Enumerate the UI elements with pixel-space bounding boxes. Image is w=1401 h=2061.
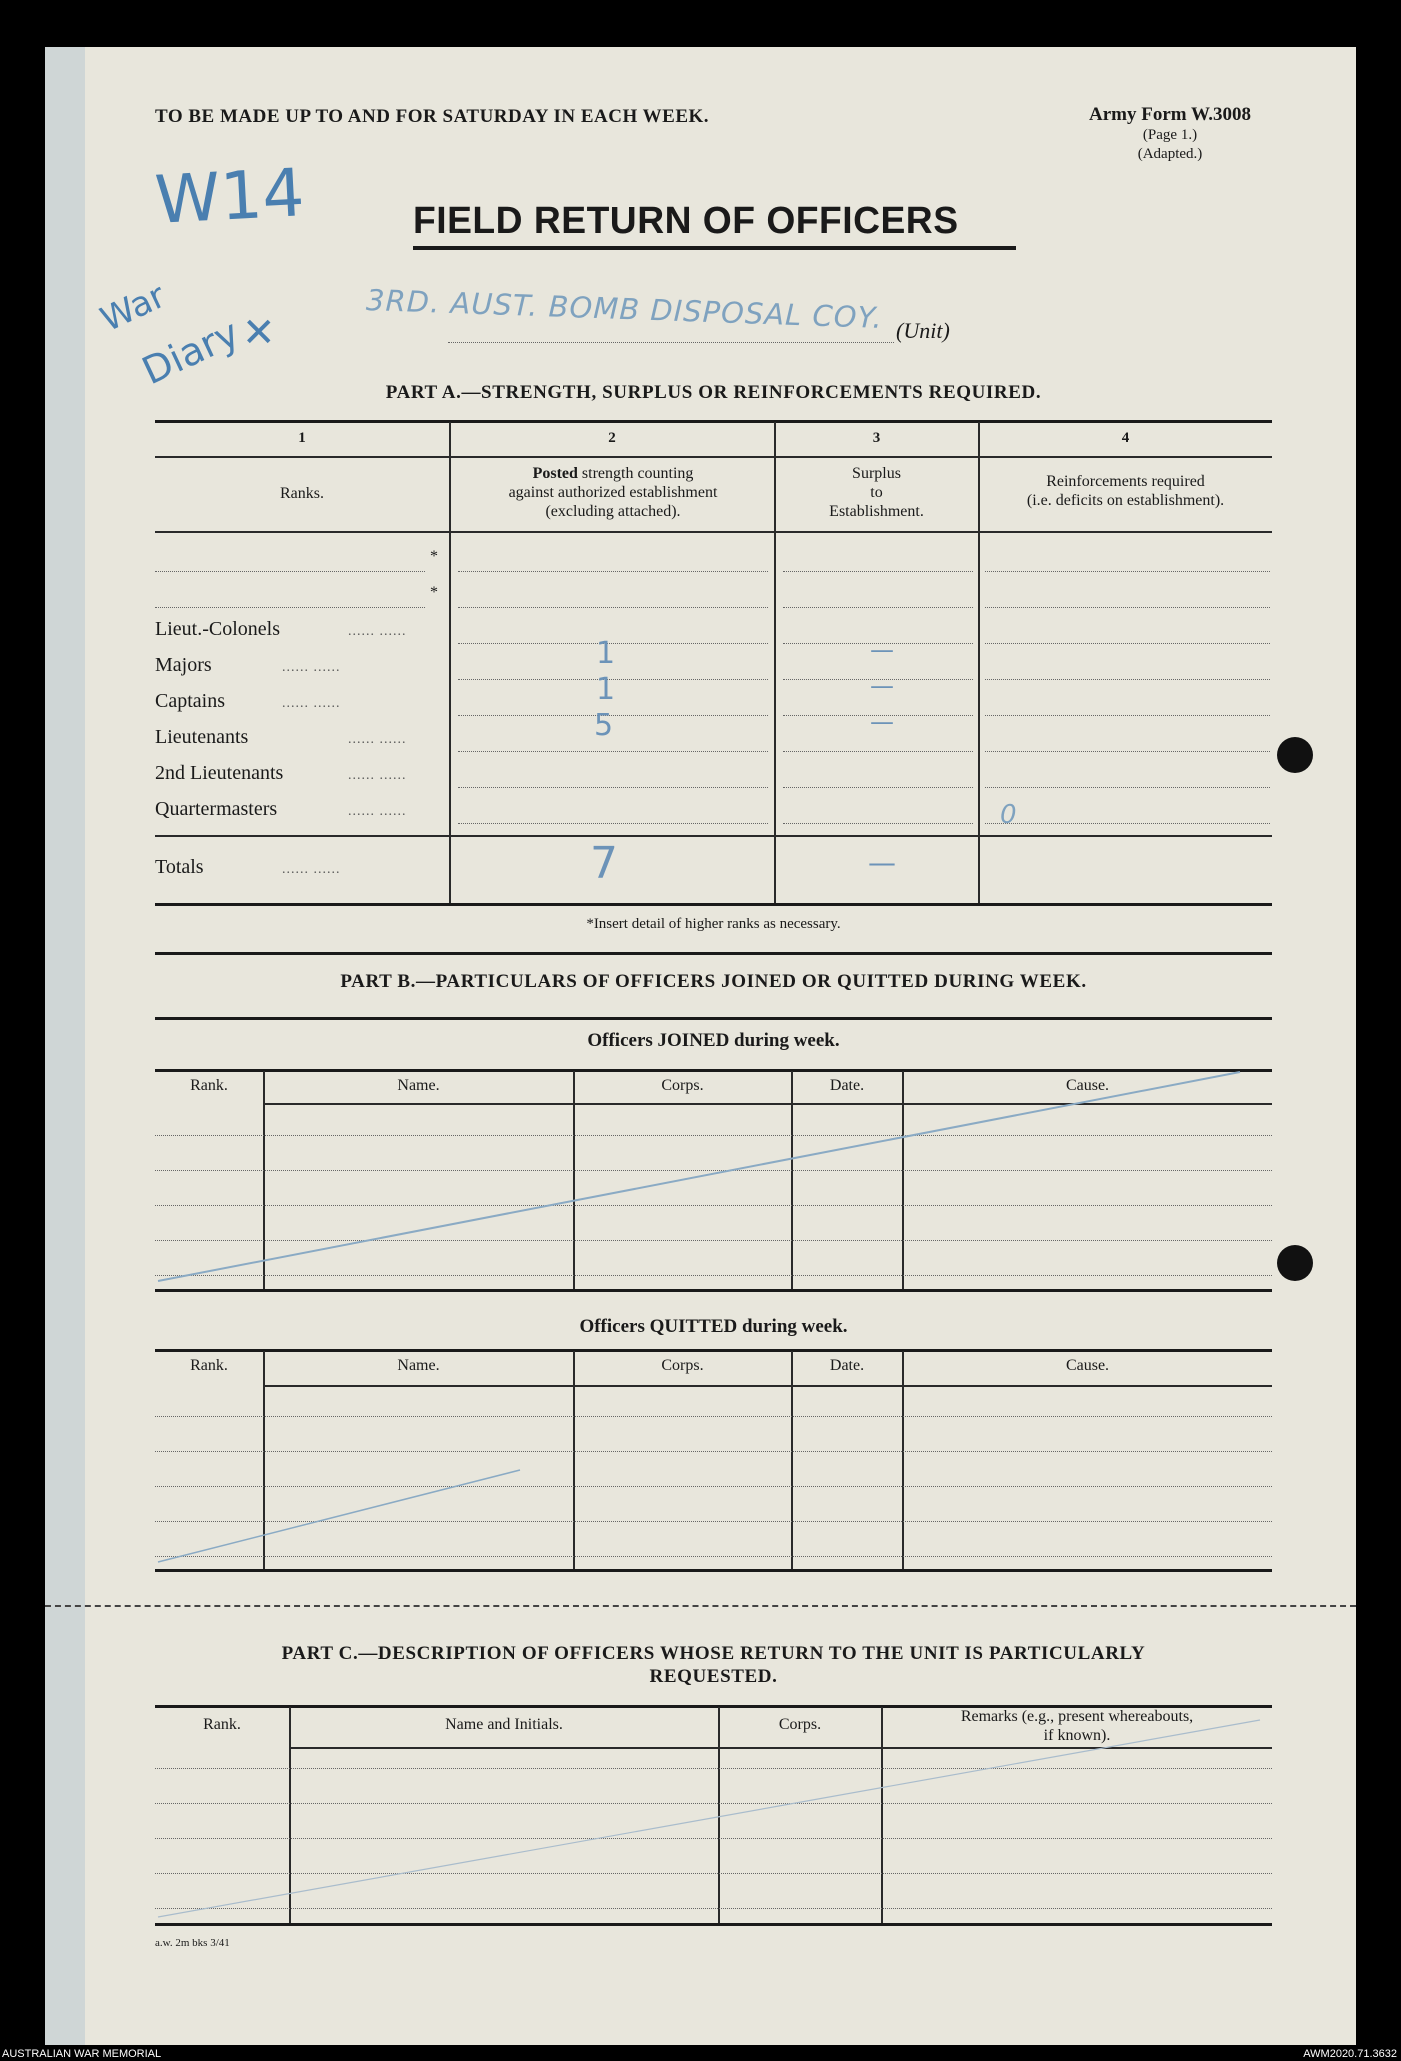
joined-col-cause: Cause. (1065, 1077, 1110, 1094)
joined-strike-line (158, 1072, 1240, 1281)
part-c-col-name: Name and Initials. (445, 1716, 563, 1733)
rank-label: Captains (155, 690, 225, 712)
surplus-lieutenants-value: — (870, 708, 894, 736)
higher-rank-asterisk: * (430, 584, 438, 601)
handwritten-unit-name: 3RD. AUST. BOMB DISPOSAL COY. (365, 282, 884, 336)
posted-lieutenants-value: 5 (594, 708, 614, 743)
col-number-1: 1 (298, 430, 306, 446)
total-surplus-value: — (868, 846, 896, 879)
surplus-majors-value: — (870, 636, 894, 664)
part-a-footnote: *Insert detail of higher ranks as necessary. (586, 916, 841, 932)
rank-label: Quartermasters (155, 798, 278, 820)
joined-col-name: Name. (397, 1077, 440, 1094)
reinforcement-mark: 0 (1000, 800, 1017, 830)
part-c-col-corps: Corps. (778, 1716, 822, 1733)
surplus-captains-value: — (870, 672, 894, 700)
quitted-strike-line (158, 1470, 520, 1562)
col-header-posted-line2: against authorized establishment (508, 484, 718, 501)
handwritten-file-code: W14 (153, 154, 307, 239)
posted-majors-value: 1 (596, 636, 616, 671)
punch-hole (1277, 1245, 1313, 1281)
part-b-title: PART B.—PARTICULARS OF OFFICERS JOINED OR QUITTED DURING WEEK. (340, 971, 1087, 992)
rank-leaders: ...... ...... (282, 660, 341, 675)
rank-label: Lieut.-Colonels (155, 618, 280, 640)
part-c-strike-line (158, 1720, 1260, 1917)
part-c-remarks-line1: Remarks (e.g., present whereabouts, (960, 1708, 1194, 1725)
rank-leaders: ...... ...... (348, 624, 407, 639)
rank-label: 2nd Lieutenants (155, 762, 284, 784)
col-header-posted-bold: Posted (532, 465, 578, 482)
quitted-col-corps: Corps. (661, 1357, 704, 1374)
rank-label: Lieutenants (155, 726, 249, 748)
punch-hole (1277, 737, 1313, 773)
quitted-col-cause: Cause. (1065, 1357, 1110, 1374)
totals-label: Totals (155, 856, 204, 878)
rank-leaders: ...... ...... (348, 804, 407, 819)
page-title: FIELD RETURN OF OFFICERS (413, 200, 959, 242)
col-header-posted-line3: (excluding attached). (545, 503, 681, 520)
part-c-title-line2: REQUESTED. (649, 1666, 778, 1687)
quitted-col-name: Name. (397, 1357, 440, 1374)
col-number-2: 2 (608, 430, 616, 446)
posted-captains-value: 1 (596, 672, 616, 707)
part-c-title-line1: PART C.—DESCRIPTION OF OFFICERS WHOSE RETURN TO THE UNIT IS PARTICULARLY (281, 1643, 1146, 1664)
rank-leaders: ...... ...... (348, 768, 407, 783)
col-header-surplus-line2: to (870, 484, 883, 501)
footer-accession: AWM2020.71.3632 (1303, 2048, 1397, 2060)
instruction-text: TO BE MADE UP TO AND FOR SATURDAY IN EACH WEEK. (155, 106, 710, 127)
footer-source: AUSTRALIAN WAR MEMORIAL (2, 2048, 162, 2060)
joined-title: Officers JOINED during week. (587, 1030, 840, 1051)
col-number-3: 3 (872, 430, 881, 446)
totals-leaders: ...... ...... (282, 862, 341, 877)
col-header-ranks: Ranks. (280, 485, 324, 502)
joined-col-corps: Corps. (661, 1077, 704, 1094)
part-c-remarks-line2: if known). (1043, 1727, 1111, 1744)
joined-col-date: Date. (829, 1077, 865, 1094)
col-header-posted-rest: strength counting (581, 465, 694, 482)
col-number-4: 4 (1121, 430, 1130, 446)
quitted-col-rank: Rank. (190, 1357, 228, 1374)
handwritten-annotation-2: Diary (135, 310, 246, 394)
quitted-col-date: Date. (829, 1357, 865, 1374)
col-header-surplus-line1: Surplus (852, 465, 901, 482)
col-header-reinforcements-line1: Reinforcements required (1046, 473, 1205, 490)
rank-label: Majors (155, 654, 212, 676)
col-header-reinforcements-line2: (i.e. deficits on establishment). (1026, 492, 1225, 509)
higher-rank-asterisk: * (430, 548, 438, 565)
print-code: a.w. 2m bks 3/41 (155, 1937, 230, 1949)
part-c-col-rank: Rank. (203, 1716, 241, 1733)
part-a-title: PART A.—STRENGTH, SURPLUS OR REINFORCEMENTS REQUIRED. (385, 382, 1042, 403)
form-number: Army Form W.3008 (1088, 104, 1251, 125)
form-page: (Page 1.) (1142, 127, 1198, 143)
form-adapted: (Adapted.) (1137, 146, 1203, 162)
col-header-surplus-line3: Establishment. (829, 503, 924, 520)
total-posted-value: 7 (590, 838, 618, 889)
quitted-title: Officers QUITTED during week. (579, 1316, 848, 1337)
unit-label: (Unit) (896, 318, 950, 343)
handwritten-annotation-1: War (94, 275, 172, 341)
rank-leaders: ...... ...... (282, 696, 341, 711)
handwritten-cross: ✕ (242, 310, 276, 356)
joined-col-rank: Rank. (190, 1077, 228, 1094)
rank-leaders: ...... ...... (348, 732, 407, 747)
